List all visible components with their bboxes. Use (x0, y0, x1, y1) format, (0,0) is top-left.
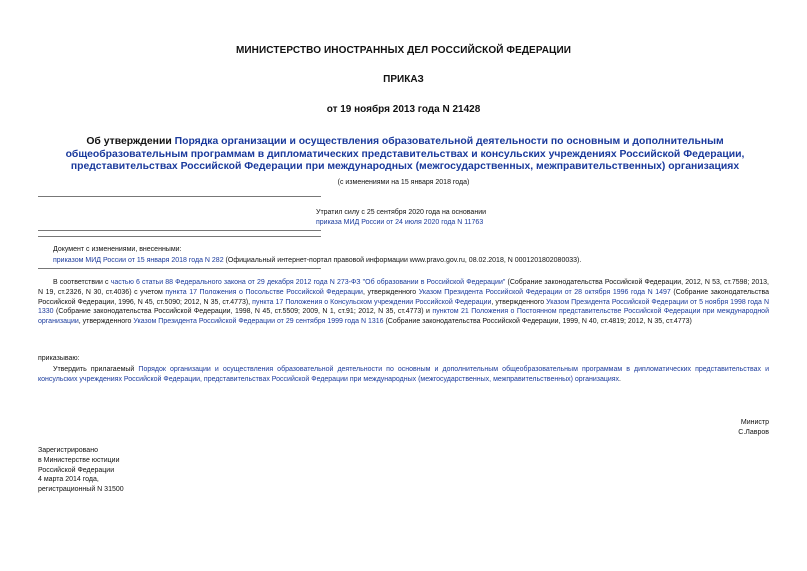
embassy-regulation-link[interactable]: пункта 17 Положения о Посольстве Российской Федерации (165, 288, 363, 296)
signatory-name: С.Лавров (738, 429, 769, 436)
preamble (38, 278, 769, 327)
signature-block (738, 418, 769, 438)
lost-force-text: Утратил силу с 25 сентября 2020 года на основании (316, 209, 487, 216)
document-type: ПРИКАЗ (383, 74, 424, 85)
changes-label: Документ с изменениями, внесенными: (53, 246, 182, 253)
preamble-text: (Собрание законодательства Российской Федерации, 1996, N 45, ст.5090; 2012, N 35, ст.4773), (38, 288, 769, 306)
repeal-order-link[interactable]: приказа МИД России от 24 июля 2020 года N 11763 (316, 218, 484, 226)
education-law-link[interactable]: частью 6 статьи 88 Федерального закона от 29 декабря 2012 года N 273-ФЗ "Об образовании в Российской Федерации" (110, 279, 506, 286)
registration-line: регистрационный N 31500 (38, 486, 124, 494)
order-date-number: от 19 ноября 2013 года N 21428 (326, 104, 481, 115)
approve-text: Утвердить прилагаемый (53, 366, 139, 373)
divider (38, 230, 321, 231)
approve-paragraph (38, 365, 769, 385)
procedure-link[interactable]: Порядка организации и осуществления образовательной деятельности по основным и дополнительным общеобразовательным программам в дипломатических представительствах и консульских учреждениях Российской Федерации, представительствах Российской Федерации при международных (межгосударственных, межправительственных) организациях (65, 136, 745, 172)
permanent-mission-regulation-link[interactable]: пунктом 21 Положения о Постоянном представительстве Российской Федерации при международной организации (38, 308, 769, 326)
signatory-title: Министр (740, 419, 769, 426)
registration-line: Зарегистрировано (38, 447, 98, 454)
divider (38, 236, 321, 237)
preamble-text: (Собрание законодательства Российской Федерации, 1999, N 40, ст.4819; 2012, N 35, ст.4773) (383, 318, 692, 326)
order-subject (60, 136, 750, 174)
subject-prefix: Об утверждении (86, 136, 175, 147)
ministry-title: МИНИСТЕРСТВО ИНОСТРАННЫХ ДЕЛ РОССИЙСКОЙ ФЕДЕРАЦИИ (235, 45, 572, 56)
changes-source: (Официальный интернет-портал правовой информации www.pravo.gov.ru, 08.02.2018, N 0001201802080033). (223, 257, 582, 264)
amending-order-link[interactable]: приказом МИД России от 15 января 2018 года N 282 (53, 257, 224, 264)
registration-line: в Министерстве юстиции (38, 456, 120, 464)
registration-line: Российской Федерации (38, 466, 115, 474)
order-word: приказываю: (38, 355, 80, 362)
preamble-text: (Собрание законодательства Российской Федерации, 1998, N 45, ст.5509; 2009, N 1, ст.91; 2012, N 35, ст.4773) и (53, 308, 433, 316)
amendments-note: (с изменениями на 15 января 2018 года) (337, 179, 470, 186)
preamble-text: , утвержденного (491, 298, 547, 306)
divider (38, 268, 321, 269)
preamble-text: В соответствии с (53, 279, 111, 286)
registration-block (38, 446, 124, 495)
decree-1330-link[interactable]: Указом Президента Российской Федерации от 5 ноября 1998 года N 1330 (38, 298, 769, 316)
approved-procedure-link[interactable]: Порядок организации и осуществления образовательной деятельности по основным и дополнительным общеобразовательным программам в дипломатических представительствах и консульских учреждениях Российской Федерации, представительствах Российской Федерации при международных (межгосударственных, межправительственных) организациях (38, 366, 769, 383)
document-changes (53, 244, 581, 266)
approve-text: . (619, 375, 621, 383)
preamble-text: , утвержденного (362, 288, 419, 296)
preamble-text: (Собрание законодательства Российской Федерации, 2012, N 53, ст.7598; 2013, N 19, ст.2326, N 30, ст.4036) с учетом (38, 279, 769, 296)
divider (38, 196, 321, 197)
consulate-regulation-link[interactable]: пункта 17 Положения о Консульском учреждении Российской Федерации (252, 298, 492, 306)
decree-1497-link[interactable]: Указом Президента Российской Федерации от 28 октября 1996 года N 1497 (418, 288, 671, 296)
lost-force-note (316, 208, 486, 227)
decree-1316-link[interactable]: Указом Президента Российской Федерации от 29 сентября 1999 года N 1316 (133, 318, 384, 326)
preamble-text: , утвержденного (78, 318, 134, 326)
registration-line: 4 марта 2014 года, (38, 476, 99, 484)
